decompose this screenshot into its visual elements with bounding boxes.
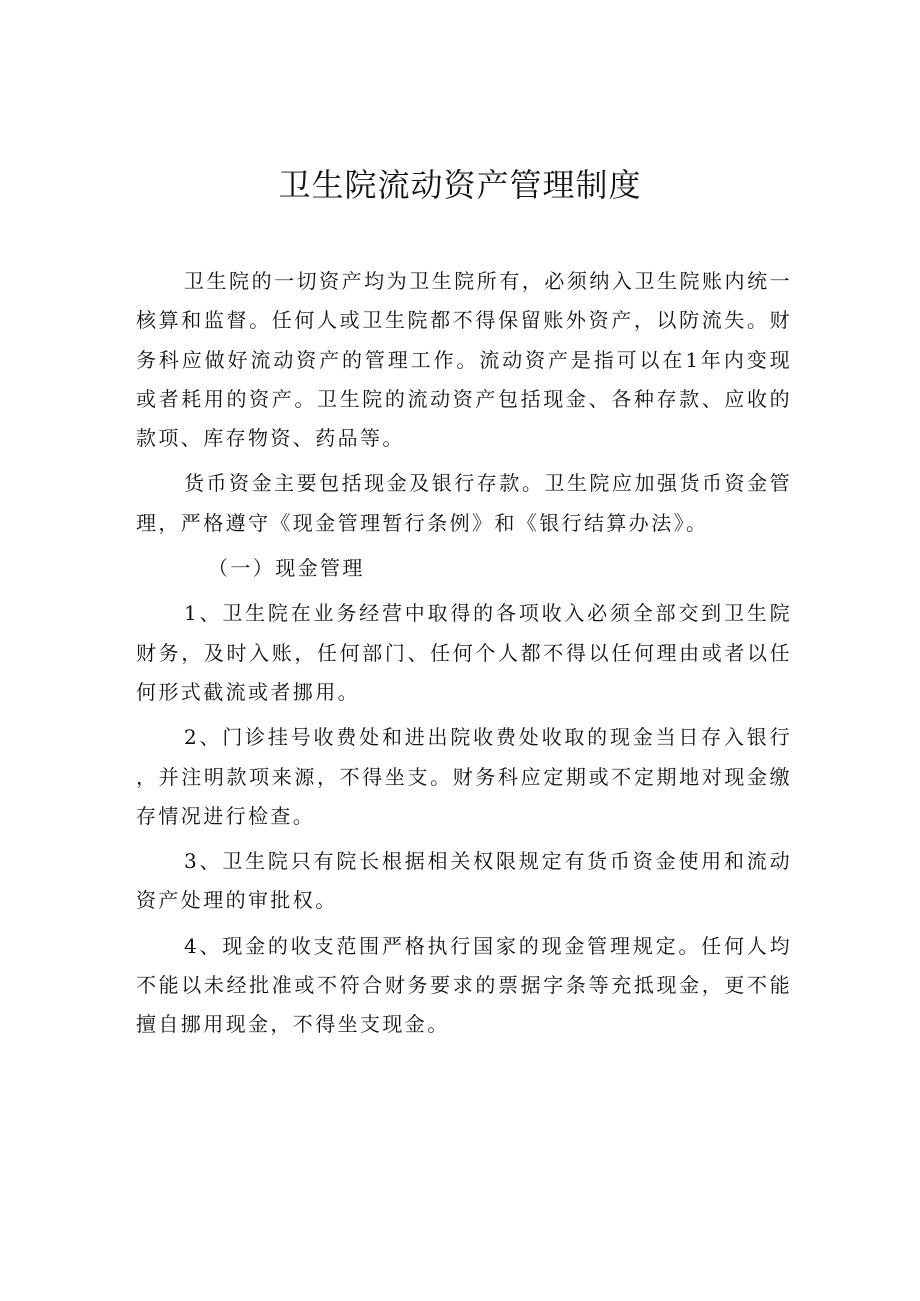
list-item-4: 4、现金的收支范围严格执行国家的现金管理规定。任何人均不能以未经批准或不符合财务要求的票据字条等充抵现金，更不能擅自挪用现金，不得坐支现金。 bbox=[136, 933, 792, 1037]
list-item-1: 1、卫生院在业务经营中取得的各项收入必须全部交到卫生院财务，及时入账，任何部门、任何个人都不得以任何理由或者以任何形式截流或者挪用。 bbox=[136, 601, 792, 704]
section-heading-cash-management: （一）现金管理 bbox=[208, 556, 365, 581]
paragraph-asset-overview: 卫生院的一切资产均为卫生院所有，必须纳入卫生院账内统一核算和监督。任何人或卫生院都不得保留账外资产，以防流失。财务科应做好流动资产的管理工作。流动资产是指可以在1年内变现或者耗用的资产。卫生院的流动资产包括现金、各种存款、应收的款项、库存物资、药品等。 bbox=[136, 269, 792, 451]
list-item-2: 2、门诊挂号收费处和进出院收费处收取的现金当日存入银行，并注明款项来源，不得坐支。财务科应定期或不定期地对现金缴存情况进行检查。 bbox=[136, 725, 792, 828]
document-body bbox=[136, 262, 792, 1045]
document-title: 卫生院流动资产管理制度 bbox=[278, 166, 642, 204]
list-item-3: 3、卫生院只有院长根据相关权限规定有货币资金使用和流动资产处理的审批权。 bbox=[136, 849, 792, 913]
paragraph-monetary-funds: 货币资金主要包括现金及银行存款。卫生院应加强货币资金管理，严格遵守《现金管理暂行条例》和《银行结算办法》。 bbox=[136, 471, 792, 535]
